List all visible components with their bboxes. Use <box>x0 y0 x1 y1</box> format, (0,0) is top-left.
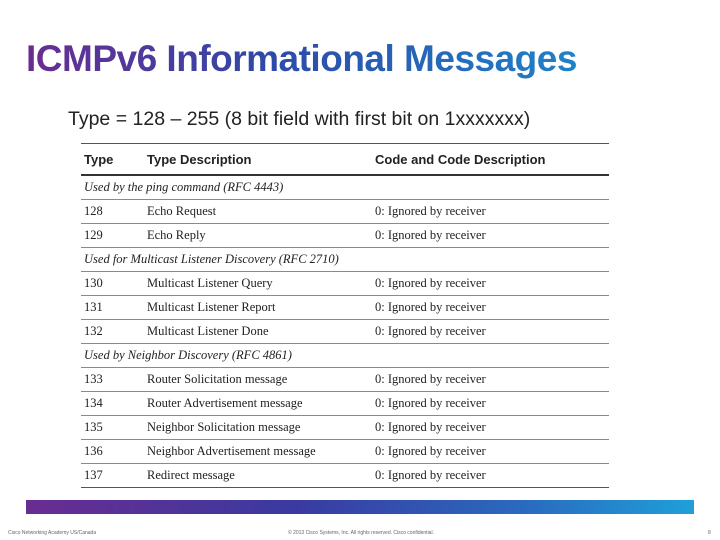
table-row <box>81 440 609 464</box>
table-row <box>81 200 609 224</box>
cell-type: 128 <box>81 200 144 224</box>
cell-type-description: Redirect message <box>144 464 372 488</box>
table-row <box>81 416 609 440</box>
table-group-row <box>81 248 609 272</box>
cell-code-description: 0: Ignored by receiver <box>372 320 609 344</box>
cell-type: 136 <box>81 440 144 464</box>
cell-code-description: 0: Ignored by receiver <box>372 272 609 296</box>
table-row <box>81 320 609 344</box>
table-row <box>81 296 609 320</box>
cell-type: 131 <box>81 296 144 320</box>
table-row <box>81 392 609 416</box>
cell-code-description: 0: Ignored by receiver <box>372 200 609 224</box>
header-code-description: Code and Code Description <box>372 144 609 176</box>
cell-type-description: Echo Request <box>144 200 372 224</box>
header-type-description: Type Description <box>144 144 372 176</box>
group-label: Used for Multicast Listener Discovery (RFC 2710) <box>81 248 609 272</box>
cell-type-description: Echo Reply <box>144 224 372 248</box>
icmpv6-type-table <box>81 143 609 488</box>
cell-type: 129 <box>81 224 144 248</box>
table-row <box>81 368 609 392</box>
table-body <box>81 175 609 488</box>
group-label: Used by the ping command (RFC 4443) <box>81 175 609 200</box>
header-type: Type <box>81 144 144 176</box>
group-label: Used by Neighbor Discovery (RFC 4861) <box>81 344 609 368</box>
page-number: 8 <box>708 530 711 536</box>
table-row <box>81 224 609 248</box>
cell-type-description: Multicast Listener Query <box>144 272 372 296</box>
cell-code-description: 0: Ignored by receiver <box>372 440 609 464</box>
table-group-row <box>81 344 609 368</box>
cell-type: 132 <box>81 320 144 344</box>
cell-type-description: Neighbor Advertisement message <box>144 440 372 464</box>
table-header-row <box>81 144 609 176</box>
slide-title: ICMPv6 Informational Messages <box>26 38 577 79</box>
cell-type: 133 <box>81 368 144 392</box>
cell-type: 137 <box>81 464 144 488</box>
cell-code-description: 0: Ignored by receiver <box>372 416 609 440</box>
cell-code-description: 0: Ignored by receiver <box>372 368 609 392</box>
table-group-row <box>81 175 609 200</box>
cell-type-description: Neighbor Solicitation message <box>144 416 372 440</box>
footer-left: Cisco Networking Academy US/Canada <box>8 530 97 536</box>
cell-type: 135 <box>81 416 144 440</box>
cell-code-description: 0: Ignored by receiver <box>372 224 609 248</box>
cell-type: 130 <box>81 272 144 296</box>
cell-type-description: Router Solicitation message <box>144 368 372 392</box>
cell-type: 134 <box>81 392 144 416</box>
cell-type-description: Multicast Listener Report <box>144 296 372 320</box>
cell-code-description: 0: Ignored by receiver <box>372 464 609 488</box>
slide-subtitle: Type = 128 – 255 (8 bit field with first bit on 1xxxxxxx) <box>68 108 531 130</box>
table-row <box>81 272 609 296</box>
cell-type-description: Router Advertisement message <box>144 392 372 416</box>
cell-code-description: 0: Ignored by receiver <box>372 296 609 320</box>
table-row <box>81 464 609 488</box>
footer-bar <box>26 500 694 514</box>
cell-code-description: 0: Ignored by receiver <box>372 392 609 416</box>
footer-copyright: © 2013 Cisco Systems, Inc. All rights reserved. Cisco confidential. <box>288 530 434 536</box>
cell-type-description: Multicast Listener Done <box>144 320 372 344</box>
